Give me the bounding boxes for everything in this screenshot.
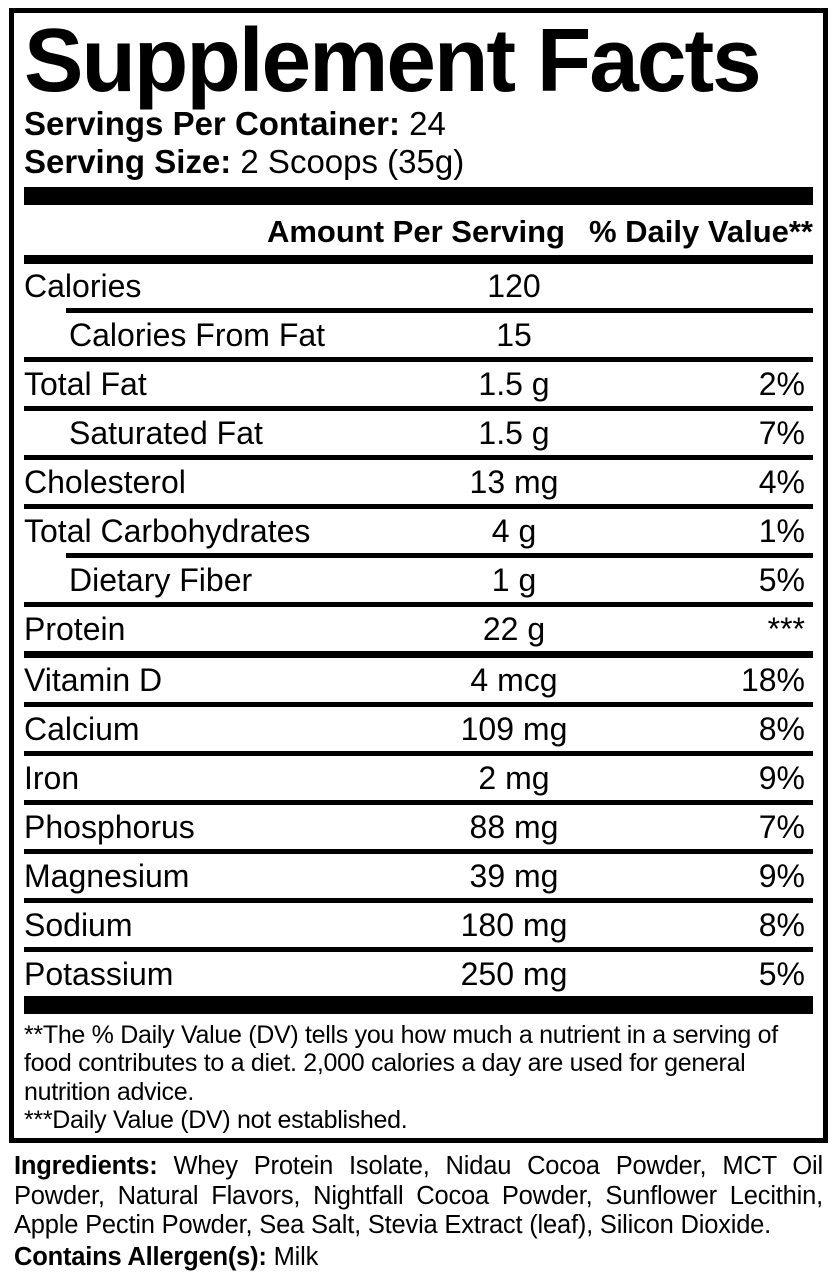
row-label: Total Carbohydrates [24,512,311,549]
row-label: Phosphorus [24,808,195,845]
page-title: Supplement Facts [24,11,760,111]
table-row [24,460,813,504]
thick-divider-top [24,187,813,205]
servings-per-container-value: 24 [409,105,446,143]
table-row [24,558,813,602]
row-amount: 39 mg [469,857,559,894]
row-amount: 250 mg [460,955,568,992]
row-label: Potassium [24,955,174,992]
row-daily-value: 8% [758,710,805,747]
supplement-facts-box [9,8,828,1143]
serving-size-label: Serving Size: [24,143,232,181]
row-label: Calories From Fat [69,316,326,353]
footnote-daily-value: **The % Daily Value (DV) tells you how much a nutrient in a serving of food contributes to a diet. 2,000 calories a day are used for general nutrition advice. [24,1021,778,1106]
column-header-daily-value: % Daily Value** [588,214,813,250]
ingredients-section [14,1152,823,1272]
row-amount: 120 [487,267,541,304]
row-label: Dietary Fiber [69,561,253,598]
row-label: Sodium [24,906,133,943]
row-amount: 22 g [482,610,546,647]
row-daily-value: 8% [758,906,805,943]
table-row [24,707,813,751]
footnote-not-established: ***Daily Value (DV) not established. [24,1105,408,1134]
ingredients-label: Ingredients: [14,1152,158,1181]
table-row [24,903,813,947]
footnotes [24,1014,813,1138]
row-label: Vitamin D [24,661,163,698]
row-amount: 1 g [491,561,537,598]
ingredients-text: Whey Protein Isolate, Nidau Cocoa Powder, MCT Oil Powder, Natural Flavors, Nightfall Cocoa Powder, Sunflower Lecithin, Apple Pectin Powder, Sea Salt, Stevia Extract (leaf), Silicon Dioxide. [14,1152,823,1240]
row-daily-value: 9% [758,759,805,796]
table-row [24,658,813,702]
row-amount: 88 mg [469,808,559,845]
row-amount: 13 mg [469,463,559,500]
row-daily-value: *** [767,610,805,647]
row-label: Protein [24,610,126,647]
row-label: Magnesium [24,857,190,894]
table-row [24,264,813,308]
table-header-row [24,205,813,255]
serving-size [24,143,813,181]
row-label: Calcium [24,710,140,747]
row-label: Calories [24,267,142,304]
row-label: Total Fat [24,365,147,402]
row-amount: 109 mg [460,710,568,747]
row-amount: 4 g [491,512,537,549]
supplement-label-page [0,8,837,1284]
table-row [24,411,813,455]
ingredients-paragraph [14,1152,823,1241]
row-daily-value: 4% [758,463,805,500]
table-row [24,952,813,996]
column-header-amount: Amount Per Serving [266,214,565,250]
row-label: Iron [24,759,80,796]
servings-per-container-label: Servings Per Container: [24,105,400,143]
nutrition-table [24,264,813,996]
thick-divider-bottom [24,996,813,1014]
row-daily-value: 7% [758,414,805,451]
allergen-value: Milk [273,1242,319,1271]
table-row [24,854,813,898]
row-daily-value: 5% [758,561,805,598]
row-label: Cholesterol [24,463,186,500]
row-daily-value: 2% [758,365,805,402]
row-amount: 4 mcg [470,661,558,698]
allergen-line [14,1243,823,1273]
table-row [24,607,813,651]
table-row [24,805,813,849]
row-daily-value: 5% [758,955,805,992]
serving-size-value: 2 Scoops (35g) [240,143,465,181]
row-daily-value: 1% [758,512,805,549]
row-amount: 15 [496,316,532,353]
row-amount: 1.5 g [478,365,550,402]
row-daily-value: 7% [758,808,805,845]
row-amount: 1.5 g [478,414,550,451]
row-amount: 2 mg [478,759,550,796]
header-separator [24,255,813,264]
allergen-label: Contains Allergen(s): [14,1242,267,1271]
table-row [24,362,813,406]
row-daily-value: 9% [758,857,805,894]
row-separator [24,651,813,658]
table-row [24,313,813,357]
table-row [24,756,813,800]
row-amount: 180 mg [460,906,568,943]
row-label: Saturated Fat [69,414,263,451]
table-row [24,509,813,553]
row-daily-value: 18% [740,661,805,698]
